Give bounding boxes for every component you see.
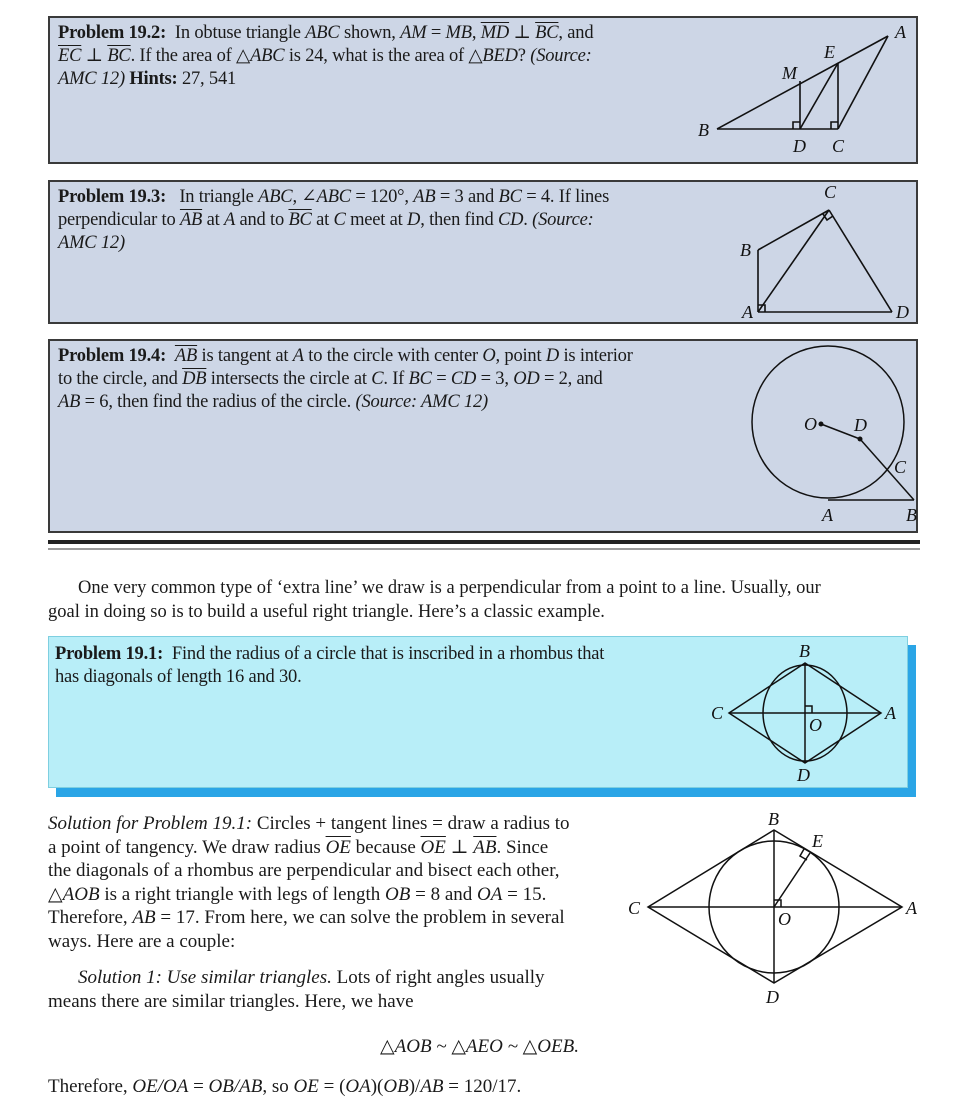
rhombus-diagram-19-1	[709, 641, 909, 787]
label-A: A	[742, 302, 753, 322]
solution-heading: Solution for Problem 19.1:	[48, 813, 253, 834]
problem-19-2-text: Problem 19.2: In obtuse triangle ABC shown, AM = MB, $\overline{MD}$ ⊥ $\overline{BC}$, and $\overline{EC}$ ⊥ $\overline{BC}$. If the area of △ABC is 24, what is the area of △BED? (Source: AMC 12) Hints: 27, 541	[58, 23, 594, 89]
segment-AC	[758, 210, 829, 312]
label-C: C	[824, 182, 837, 202]
rhombus-solution-diagram	[620, 805, 940, 1015]
problem-label: Problem 19.1:	[55, 644, 164, 664]
label-D: D	[797, 765, 810, 785]
solution-1-heading: Solution 1: Use similar triangles.	[78, 967, 332, 988]
label-A: A	[906, 898, 917, 918]
quadrilateral-diagram-19-3	[722, 178, 922, 324]
label-D: D	[854, 415, 867, 435]
problem-19-4-text: Problem 19.4: $\overline{AB}$ is tangent at A to the circle with center O, point D is interior to the circle, and $\overline{DB}$ intersects the circle at C. If BC = CD = 3, OD = 2, and AB = 6, then find the radius of the circle. (Source: AMC 12)	[58, 346, 633, 412]
label-A: A	[822, 505, 833, 525]
triangle-diagram-19-2	[690, 18, 920, 162]
label-B: B	[740, 240, 751, 260]
label-D: D	[793, 136, 806, 156]
label-E: E	[824, 42, 835, 62]
problem-label: Problem 19.3:	[58, 187, 167, 207]
problem-19-3-text: Problem 19.3: In triangle ABC, ∠ABC = 120°, AB = 3 and BC = 4. If lines perpendicular to $\overline{AB}$ at A and to $\overline{BC}$ at C meet at D, then find CD. (Source: AMC 12)	[58, 187, 610, 253]
problem-label: Problem 19.4:	[58, 346, 167, 366]
circle-diagram-19-4	[740, 337, 920, 533]
problem-label: Problem 19.2:	[58, 23, 167, 43]
label-O: O	[804, 414, 817, 434]
right-angle-D	[793, 122, 800, 129]
section-divider-thick	[48, 540, 920, 544]
label-B: B	[799, 641, 810, 661]
section-divider-thin	[48, 548, 920, 550]
featured-problem-text: Problem 19.1: Find the radius of a circle that is inscribed in a rhombus that has diagonals of length 16 and 30.	[55, 644, 605, 687]
label-C: C	[628, 898, 641, 918]
problem-19-3-box	[48, 180, 918, 324]
featured-problem-box	[48, 636, 908, 788]
final-equation: Therefore, OE/OA = OB/AB, so OE = (OA)(OB)/AB = 120/17.	[48, 1076, 522, 1097]
label-B: B	[768, 809, 779, 829]
problem-19-2-box	[48, 16, 918, 164]
label-O: O	[809, 715, 822, 735]
segment-CD	[829, 210, 892, 312]
label-B: B	[906, 505, 917, 525]
circle-O	[752, 346, 904, 498]
right-angle-O	[805, 706, 812, 713]
label-E: E	[812, 831, 823, 851]
label-O: O	[778, 909, 791, 929]
label-C: C	[711, 703, 724, 723]
intro-paragraph	[48, 576, 928, 624]
label-M: M	[782, 63, 797, 83]
solution-1-paragraph: Solution 1: Use similar triangles. Lots of right angles usually means there are similar triangles. Here, we have	[48, 967, 545, 1012]
label-C: C	[832, 136, 845, 156]
solution-paragraph: Solution for Problem 19.1: Circles + tangent lines = draw a radius to a point of tangency. We draw radius $\overline{OE}$ because $\overline{OE}$ ⊥ $\overline{AB}$. Since the diagonals of a rhombus are perpendicular and bisect each other, △AOB is a right triangle with legs of length OB = 8 and OA = 15. Therefore, AB = 17. From here, we can solve the problem in several ways. Here are a couple:	[48, 813, 570, 952]
right-angle-C	[831, 122, 838, 129]
point-O	[819, 422, 824, 427]
segment-BC	[758, 210, 829, 250]
label-B: B	[698, 120, 709, 140]
point-D	[858, 437, 863, 442]
label-C: C	[894, 457, 907, 477]
label-D: D	[766, 987, 779, 1007]
intro-line-1: One very common type of ‘extra line’ we draw is a perpendicular from a point to a line. Usually, our	[78, 578, 821, 598]
radius-OE	[774, 853, 810, 907]
label-A: A	[895, 22, 906, 42]
intro-line-2: goal in doing so is to build a useful right triangle. Here’s a classic example.	[48, 602, 605, 622]
label-D: D	[896, 302, 909, 322]
label-A: A	[885, 703, 896, 723]
similarity-equation: △AOB ~ △AEO ~ △OEB.	[380, 1036, 579, 1057]
problem-19-4-box	[48, 339, 918, 533]
